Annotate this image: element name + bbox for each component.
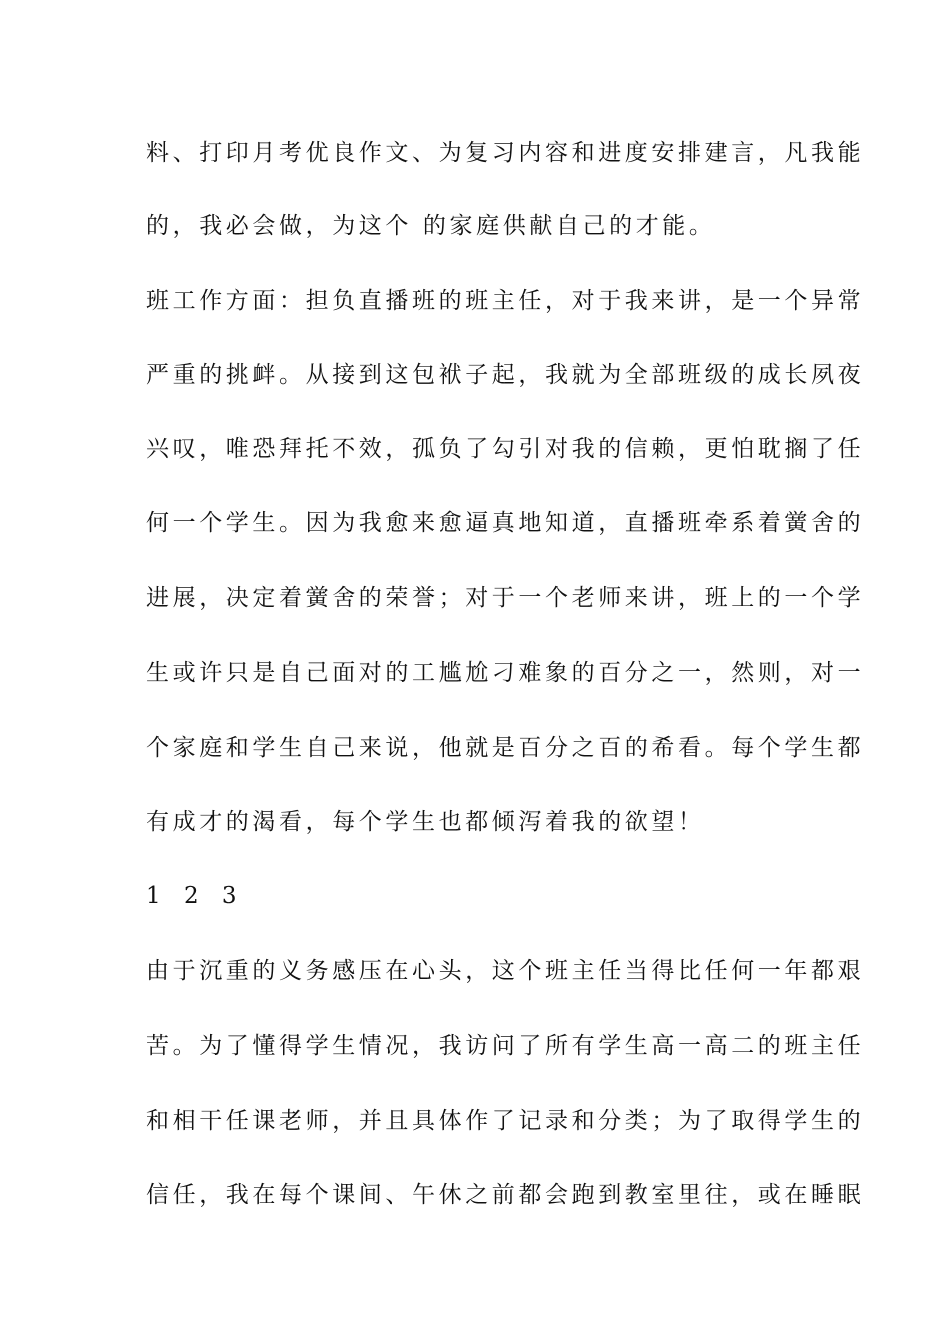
text-line: 个家庭和学生自己来说，他就是百分之百的希看。每个学生都 [146, 735, 865, 761]
text-line: 信任，我在每个课间、午休之前都会跑到教室里往，或在睡眠 [146, 1182, 865, 1208]
text-line: 有成才的渴看，每个学生也都倾泻着我的欲望！ [146, 809, 705, 835]
text-line: 料、打印月考优良作文、为复习内容和进度安排建言，凡我能 [146, 140, 865, 166]
text-line: 的，我必会做，为这个 的家庭供献自己的才能。 [146, 213, 716, 239]
text-line: 由于沉重的义务感压在心头，这个班主任当得比任何一年都艰 [146, 958, 865, 984]
text-line: 进展，决定着黉舍的荣誉；对于一个老师来讲，班上的一个学 [146, 585, 865, 611]
text-line: 何一个学生。因为我愈来愈逼真地知道，直播班牵系着黉舍的 [146, 510, 865, 536]
text-line: 兴叹，唯恐拜托不效，孤负了勾引对我的信赖，更怕耽搁了任 [146, 436, 865, 462]
text-line: 生或许只是自己面对的工尴尬刁难象的百分之一，然则，对一 [146, 660, 865, 686]
text-line: 严重的挑衅。从接到这包袱子起，我就为全部班级的成长夙夜 [146, 362, 865, 388]
text-line: 班工作方面：担负直播班的班主任，对于我来讲，是一个异常 [146, 288, 865, 314]
text-line: 和相干任课老师，并且具体作了记录和分类；为了取得学生的 [146, 1108, 865, 1134]
page-numbers: 1 2 3 [146, 883, 245, 909]
text-line: 苦。为了懂得学生情况，我访问了所有学生高一高二的班主任 [146, 1033, 865, 1059]
